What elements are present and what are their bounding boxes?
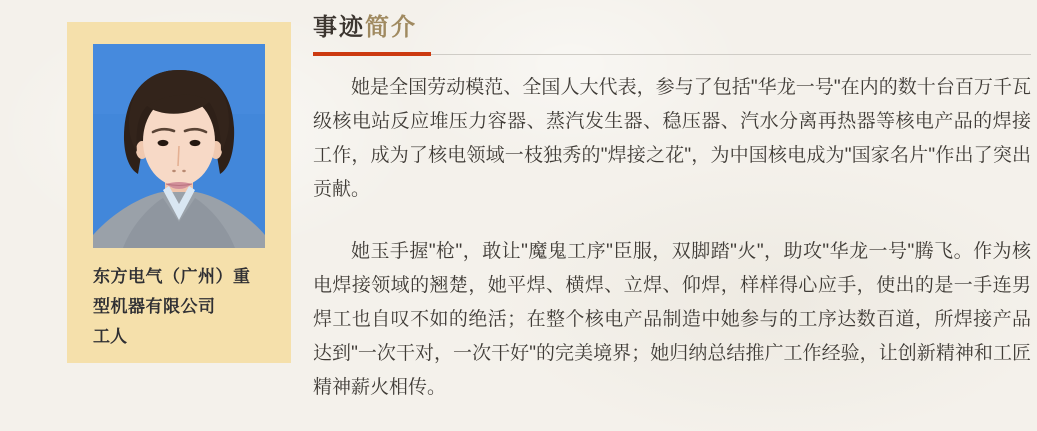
- title-underline-accent: [313, 52, 431, 56]
- bio-paragraph-2: 她玉手握"枪"，敢让"魔鬼工序"臣服，双脚踏"火"，助攻"华龙一号"腾飞。作为核电焊接领域的翘楚，她平焊、横焊、立焊、仰焊，样样得心应手，使出的是一手连男焊工也自叹不如的绝活；在整个核电产品制造中她参与的工序达数百道，所焊接产品达到"一次干对，一次干好"的完美境界；她归纳总结推广工作经验，让创新精神和工匠精神薪火相传。: [313, 241, 1031, 398]
- section-title-secondary: 简介: [365, 14, 417, 41]
- bio-section: [313, 12, 1031, 405]
- profile-photo: [93, 44, 265, 248]
- profile-role: 工人: [93, 327, 127, 346]
- portrait-photo-illustration: [93, 44, 265, 248]
- profile-company: 东方电气（广州）重型机器有限公司: [93, 267, 251, 316]
- title-underline-divider: [431, 54, 1031, 55]
- section-title-primary: 事迹: [313, 14, 365, 41]
- profile-card: [67, 22, 291, 363]
- title-underline: [313, 52, 1031, 56]
- bio-paragraph-1: 她是全国劳动模范、全国人大代表，参与了包括"华龙一号"在内的数十台百万千瓦级核电站反应堆压力容器、蒸汽发生器、稳压器、汽水分离再热器等核电产品的焊接工作，成为了核电领域一枝独秀的"焊接之花"，为中国核电成为"国家名片"作出了突出贡献。: [313, 77, 1031, 200]
- section-title: [313, 12, 1031, 44]
